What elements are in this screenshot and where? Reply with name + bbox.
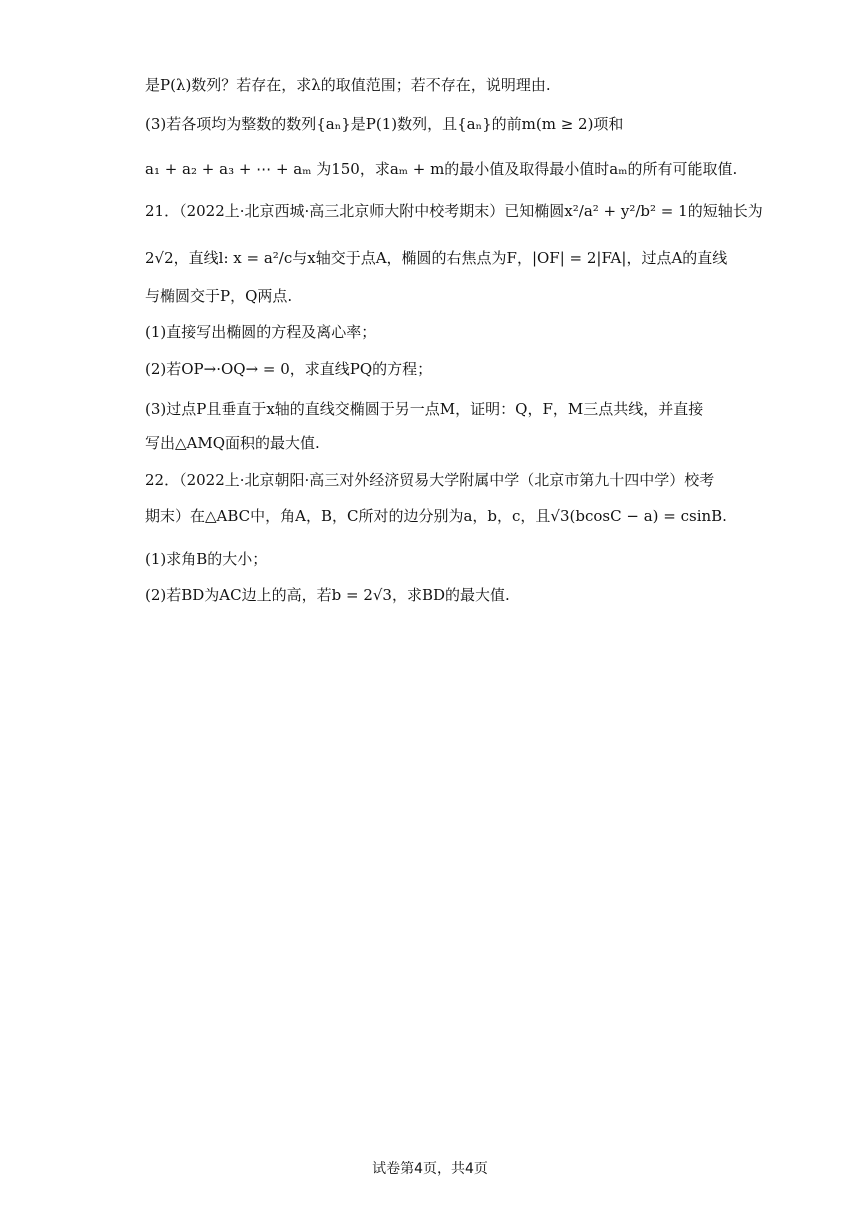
text-line-2: (3)若各项均为整数的数列{aₙ}是P(1)数列，且{aₙ}的前m(m ≥ 2)项和 [145, 115, 624, 133]
text-line-6: 与椭圆交于P，Q两点. [145, 287, 293, 305]
q21-part-1: (1)直接写出椭圆的方程及离心率； [145, 323, 377, 341]
question-21-header: 21．（2022上·北京西城·高三北京师大附中校考期末）已知椭圆x²/a² + y²/b² = 1的短轴长为 [145, 202, 763, 220]
q21-part-3: (3)过点P且垂直于x轴的直线交椭圆于另一点M，证明：Q，F，M三点共线，并直接 [145, 400, 704, 418]
q21-part-2: (2)若OP→·OQ→ = 0，求直线PQ的方程； [145, 360, 433, 378]
question-22-header: 22．（2022上·北京朝阳·高三对外经济贸易大学附属中学（北京市第九十四中学）校考 [145, 471, 715, 489]
page-footer: 试卷第4页，共4页 [372, 1161, 488, 1177]
text-line-5: 2√2，直线l: x = a²/c与x轴交于点A，椭圆的右焦点为F，|OF| = 2|FA|，过点A的直线 [145, 249, 728, 267]
q22-part-2: (2)若BD为AC边上的高，若b = 2√3，求BD的最大值. [145, 586, 510, 604]
text-line-1: 是P(λ)数列？若存在，求λ的取值范围；若不存在，说明理由. [145, 76, 551, 94]
text-line-3: a₁ + a₂ + a₃ + ⋯ + aₘ 为150，求aₘ + m的最小值及取得最小值时aₘ的所有可能取值. [145, 160, 738, 178]
text-line-12: 期末）在△ABC中，角A，B，C所对的边分别为a，b，c，且√3(bcosC − a) = csinB. [145, 507, 727, 525]
text-line-10: 写出△AMQ面积的最大值. [145, 434, 320, 452]
q22-part-1: (1)求角B的大小； [145, 550, 268, 568]
